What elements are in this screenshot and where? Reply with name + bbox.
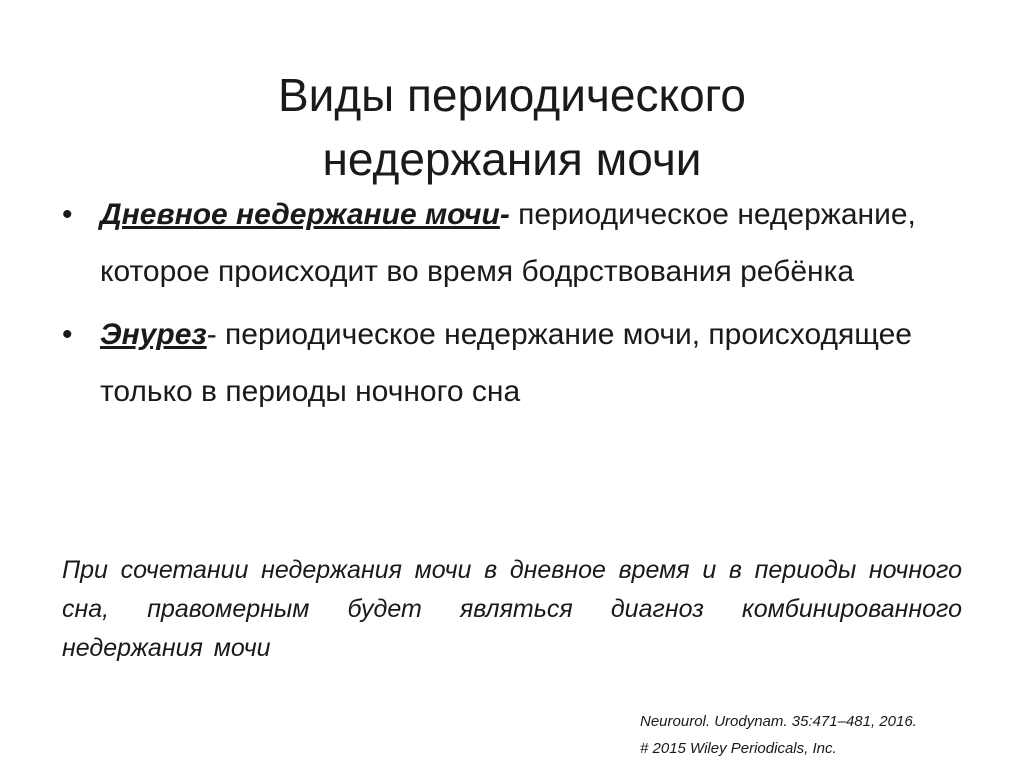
term-enuresis: Энурез — [100, 318, 207, 351]
term-separator: - — [206, 318, 217, 351]
bullet-item-enuresis — [58, 306, 978, 420]
bullet-list — [58, 186, 978, 426]
term-daytime-incontinence: Дневное недержание мочи — [100, 198, 500, 231]
slide-title-line-2: недержания мочи — [322, 132, 702, 185]
combined-incontinence-note: При сочетании недержания мочи в дневное время и в периоды ночного сна, правомерным будет являться диагноз комбинированного недержания мочи — [62, 556, 962, 662]
bullet-marker: • — [62, 198, 73, 231]
bullet-marker: • — [62, 318, 73, 351]
citation-line-2: # 2015 Wiley Periodicals, Inc. — [640, 740, 837, 757]
definition-enuresis: периодическое недержание мочи, происходящее только в периоды ночного сна — [100, 318, 912, 408]
source-citation — [640, 708, 1010, 762]
term-separator: - — [499, 198, 510, 231]
slide-title-line-1: Виды периодического — [277, 68, 747, 121]
definition-daytime-incontinence: периодическое недержание, которое происходит во время бодрствования ребёнка — [100, 198, 916, 288]
bullet-item-daytime-incontinence — [58, 186, 978, 300]
slide-title — [60, 63, 964, 191]
citation-line-1: Neurourol. Urodynam. 35:471–481, 2016. — [640, 713, 917, 730]
